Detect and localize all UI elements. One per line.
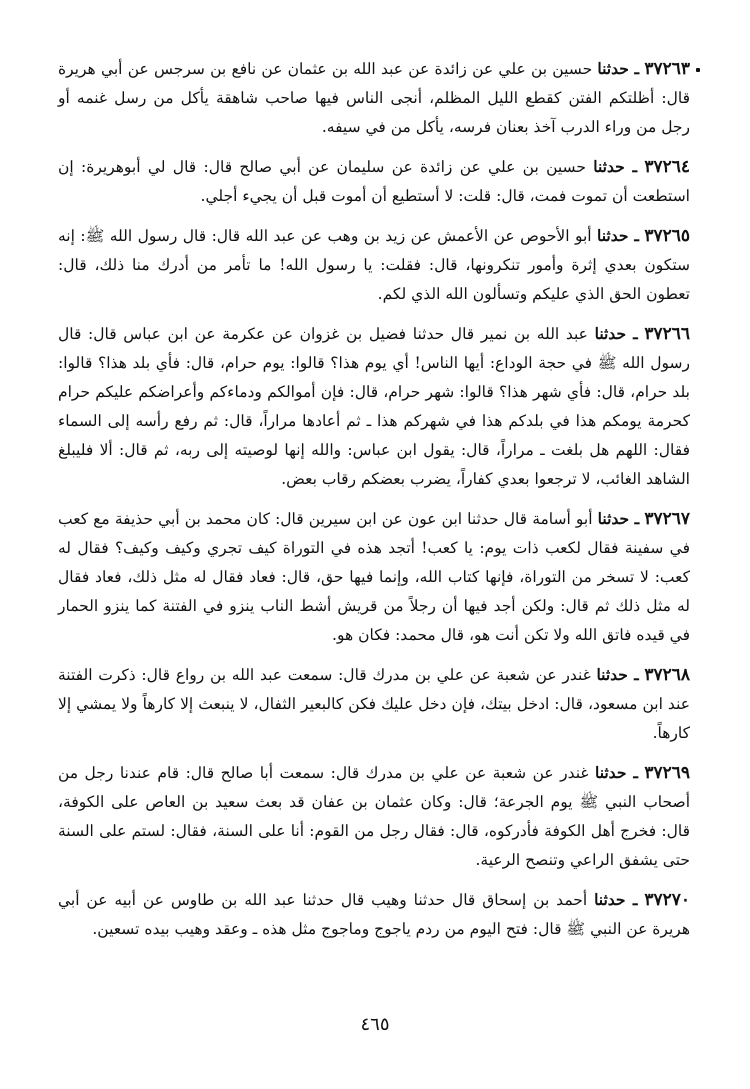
hadith-number: ٣٧٢٦٤ bbox=[644, 157, 690, 177]
hadith-entry bbox=[58, 758, 690, 875]
hadith-text: غندر عن شعبة عن علي بن مدرك قال: سمعت عبد الله بن رواع قال: ذكرت الفتنة عند ابن مسعود، قال: ادخل بيتك، فإن دخل عليك فكن كالبعير الثفال، لا ينبعث إلا كارهاً ولا يمشي إلا كارهاً. bbox=[58, 666, 690, 742]
hadith-lead: ـ حدثنا bbox=[597, 59, 640, 78]
hadith-text: أبو الأحوص عن الأعمش عن زيد بن وهب عن عبد الله قال: قال رسول الله ﷺ: إنه ستكون بعدي إثرة وأمور تنكرونها، قال: فقلت: يا رسول الله! ما تأمر من أدرك منا ذلك، قال: تعطون الحق الذي عليكم وتسألون الله الذي لكم. bbox=[58, 227, 690, 303]
hadith-lead: ـ حدثنا bbox=[596, 665, 639, 684]
hadith-lead: ـ حدثنا bbox=[594, 890, 638, 909]
hadith-entry bbox=[58, 885, 690, 944]
hadith-entry bbox=[58, 504, 690, 650]
hadith-entry bbox=[58, 152, 690, 211]
hadith-lead: ـ حدثنا bbox=[594, 763, 638, 782]
margin-dot bbox=[696, 68, 700, 72]
hadith-lead: ـ حدثنا bbox=[594, 324, 638, 343]
page-body bbox=[58, 54, 690, 1054]
hadith-lead: ـ حدثنا bbox=[597, 509, 640, 528]
hadith-text: غندر عن شعبة عن علي بن مدرك قال: سمعت أبا صالح قال: قام عندنا رجل من أصحاب النبي ﷺ يوم الجرعة؛ قال: وكان عثمان بن عفان قد بعث سعيد بن العاص على الكوفة، قال: فخرج أهل الكوفة فأدركوه، قال: فقال رجل من القوم: أنا على السنة، فقال: لستم على السنة حتى يشفق الراعي وتنصح الرعية. bbox=[58, 764, 690, 869]
hadith-number: ٣٧٢٧٠ bbox=[644, 890, 690, 910]
hadith-text: عبد الله بن نمير قال حدثنا فضيل بن غزوان عن عكرمة عن ابن عباس قال: قال رسول الله ﷺ في حجة الوداع: أيها الناس! أي يوم هذا؟ قالوا: يوم حرام، قال: فأي بلد هذا؟ قالوا: بلد حرام، قال: فأي شهر هذا؟ قالوا: شهر حرام، قال: فإن أموالكم ودماءكم وأعراضكم عليكم حرام كحرمة يومكم هذا في بلدكم هذا في شهركم هذا ـ ثم أعادها مراراً، قال: ثم رفع رأسه إلى السماء فقال: اللهم هل بلغت ـ مراراً، قال: يقول ابن عباس: والله إنها لوصيته إلى ربه، ثم قال: ألا فليبلغ الشاهد الغائب، لا ترجعوا بعدي كفاراً، يضرب بعضكم رقاب بعض. bbox=[58, 325, 690, 488]
hadith-text: أحمد بن إسحاق قال حدثنا وهيب قال حدثنا عبد الله بن طاوس عن أبيه عن أبي هريرة عن النبي ﷺ قال: فتح اليوم من ردم ياجوج وماجوج مثل هذه ـ وعقد وهيب بيده تسعين. bbox=[58, 891, 690, 938]
hadith-number: ٣٧٢٦٩ bbox=[644, 763, 690, 783]
hadith-text: أبو أسامة قال حدثنا ابن عون عن ابن سيرين قال: كان محمد بن أبي حذيفة مع كعب في سفينة فقال لكعب ذات يوم: يا كعب! أتجد هذه في التوراة كيف تجري وكيف وكيف؟ فقال له كعب: لا تسخر من التوراة، فإنها كتاب الله، وإنما فيها حق، قال: فعاد فقال له مثل ذلك، فعاد فقال له مثل ذلك ثم قال: ولكن أجد فيها أن رجلاً من قريش أشط الناب ينزو في الفتنة كما ينزو الحمار في قيده فاتق الله ولا تكن أنت هو، قال محمد: فكان هو. bbox=[58, 510, 690, 644]
hadith-text: حسين بن علي عن زائدة عن عبد الله بن عثمان عن نافع بن سرجس عن أبي هريرة قال: أظلتكم الفتن كقطع الليل المظلم، أنجى الناس فيها صاحب شاهقة يأكل من رسل غنمه أو رجل من وراء الدرب آخذ بعنان فرسه، يأكل من في سيفه. bbox=[58, 60, 690, 136]
hadith-number: ٣٧٢٦٨ bbox=[644, 665, 690, 685]
hadith-entry bbox=[58, 54, 690, 142]
hadith-lead: ـ حدثنا bbox=[597, 226, 639, 245]
hadith-entry bbox=[58, 660, 690, 748]
hadith-entry bbox=[58, 221, 690, 309]
page-number: ٤٦٥ bbox=[360, 1014, 390, 1035]
hadith-text: حسين بن علي عن زائدة عن سليمان عن أبي صالح قال: قال لي أبوهريرة: إن استطعت أن تموت فمت، قال: قلت: لا أستطيع أن أموت قبل أن يجيء أجلي. bbox=[58, 158, 690, 205]
hadith-number: ٣٧٢٦٧ bbox=[644, 509, 690, 529]
hadith-lead: ـ حدثنا bbox=[593, 157, 638, 176]
hadith-number: ٣٧٢٦٦ bbox=[644, 324, 690, 344]
hadith-entry bbox=[58, 319, 690, 494]
hadith-number: ٣٧٢٦٥ bbox=[644, 226, 690, 246]
hadith-number: ٣٧٢٦٣ bbox=[644, 59, 690, 79]
